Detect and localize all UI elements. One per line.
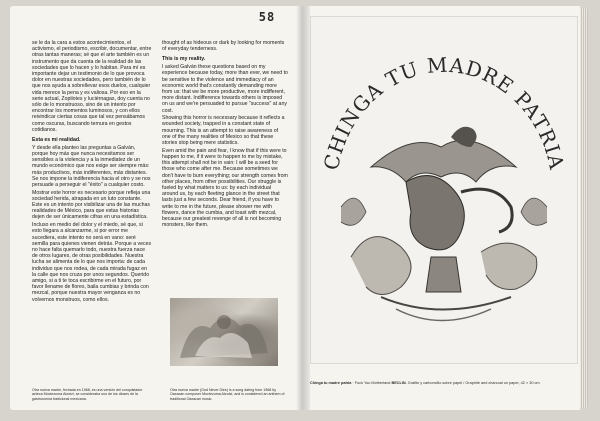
book-gutter: [296, 6, 310, 410]
artwork-caption: Chinga tu madre patria · Fuck You Motherland BECLIN. Grafito y carboncillo sobre papel / Graphite and charcoal on paper, 42 × 30 cm.: [310, 381, 541, 385]
es-subhead: Esta es mi realidad.: [32, 137, 81, 144]
en-paragraph: I asked Galván these questions based on my experience because today, more than ever, we need to be sensitive to the violence and immediacy of an economic world that's constantly demanding more from us: that we be more productive, more indifferent, more distant. Indifference towards others is imposed on us and we're persuaded to pursue "success" at any cost.: [162, 64, 288, 114]
es-paragraph: Y desde ella planteo las preguntas a Galván, porque hoy más que nunca necesitamos ser sensibles a la violencia y a la inmediatez de un mundo económico que nos exige ser siempre más: más productivos, más indiferentes, más distantes. Se nos impone la indiferencia hacia el otro y se nos persuade a perseguir el "éxito" a cualquier costo.: [32, 144, 151, 188]
english-text-column: [162, 40, 288, 230]
es-paragraph: se le da la cara a estos acontecimientos, el activismo, el periodismo, escribir, documentar, entre otras tantas maneras; sé que el arte también es un instrumento que da cuenta de la realidad de las sociedades que lo hacen y lo habitan. Para mí es importante dejar un testimonio de lo que provoca dolor en nuestras sociedades, pero también de lo que nos ayuda a sobrellevar esos duelos, cualquier vida merece la pena y es valiosa. Por eso en la serie actual, Zopilotes y luciérnagas, doy cuenta no sólo de lo monstruoso, sino de un intento por encontrar los momentos luminosos, y con ellos reivindicar ciertas cosas que tal vez pensábamos como oscuras, buscando ternura en gestos cotidianos.: [32, 40, 152, 133]
es-paragraph: Incluso en medio del dolor y el miedo, sé que, si esto llegara a alcanzarme, si por error me sucediera, este intento no será en vano: seré semilla para quienes vienen detrás. Porque a veces no hace falta quemarlo todo, nuestra fuerza nace de otros lugares, de otras posibilidades. Nuestra lucha se alimenta de lo que nos importa: de cada individuo que nos rodea, de cada mirada fugaz en la calle que nos cruza por unos segundos. Querido amigo, si a ti te toca escribirme en el futuro, por favor llename de flores, baila cumbias y brinda con mezcal, porque nuestra mayor venganza es no volvernos monstruos, como ellos.: [32, 222, 152, 303]
es-paragraph: Mostrar este horror es necesario porque refleja una sociedad herida, atrapada en un luto constante. Este es un intento por visibilizar una de las muchas realidades de México, para que estas historias dejen de ser únicamente cifras en una estadística.: [32, 189, 151, 221]
en-paragraph: thought of as hideous or dark by looking for moments of everyday tenderness.: [162, 40, 285, 53]
artwork-banner-text: CHINGA TU MADRE PATRIA: [318, 52, 570, 173]
book-spread: [10, 6, 588, 414]
page-edges: [580, 8, 588, 408]
sculpture-photo: [170, 298, 278, 366]
caption-spanish: Otra nueva madre, fechada en 1968, es una versión del conquistador azteca Moctezuma Atzotzi, se consideraba uno de los dioses de la gastronomía tradicional mexicana.: [32, 388, 143, 401]
page-number: 58: [258, 10, 276, 24]
en-paragraph: Showing this horror is necessary because it reflects a wounded society, trapped in a constant state of mourning. This is an attempt to raise awareness of one of the many realities of Mexico so that these stories stop being mere statistics.: [162, 115, 285, 147]
en-paragraph: Even amid the pain and fear, I know that if this were to happen to me, if it were to happen to me by mistake, this attempt shall not be in vain: I will be a seed for those who come after me. Because sometimes we don't have to burn everything; our strength comes from other places, from other possibilities. Our struggle is fueled by what matters to us: by each individual around us, by each fleeting glance in the street that lasts just a few seconds. Dear friend, if you have to write to me in the future, please shower me with flowers, dance the cumbia, and toast with mezcal, because our greatest revenge of all is not becoming monsters, like them.: [162, 147, 288, 229]
artwork-caption-detail: Grafito y carboncillo sobre papel / Graphite and charcoal on paper, 42 × 30 cm.: [407, 381, 541, 385]
artwork-caption-artist: BECLIN.: [391, 381, 407, 385]
sculpture-photo-drawing: [170, 298, 278, 366]
artwork-caption-title: Chinga tu madre patria: [310, 381, 352, 385]
artwork-drawing: [310, 16, 578, 364]
en-subhead: This is my reality.: [162, 56, 206, 63]
left-page: [10, 6, 302, 410]
artwork-caption-credit: Fuck You Motherland: [354, 381, 391, 385]
spanish-text-column: [32, 40, 152, 304]
caption-english: Otra nueva madre (God Never Dies) is a song dating from 1968 by Oaxacan composer Moctezuma Atzotzi, and is considered an anthem of traditional Oaxacan music.: [170, 388, 285, 401]
eagle-drawing: [311, 17, 577, 363]
